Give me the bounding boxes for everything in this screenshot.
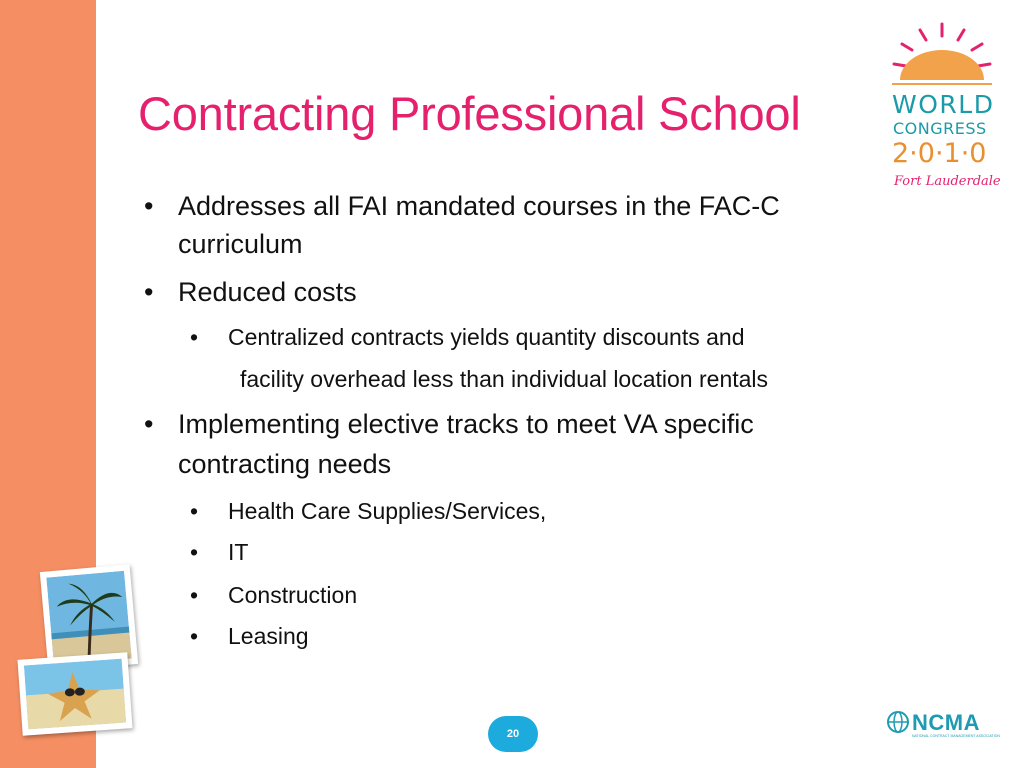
logo-word-world: WORLD bbox=[892, 90, 995, 119]
logo-year: 2·0·1·0 bbox=[892, 138, 987, 169]
bullet-text: Leasing bbox=[228, 623, 309, 649]
bullet-text: Centralized contracts yields quantity discounts and bbox=[228, 324, 745, 350]
ncma-tagline: NATIONAL CONTRACT MANAGEMENT ASSOCIATION bbox=[912, 734, 1000, 738]
bullet-text: contracting needs bbox=[178, 449, 392, 479]
bullet-text: Reduced costs bbox=[178, 277, 357, 307]
page-number-badge: 20 bbox=[488, 716, 538, 752]
bullet-text: facility overhead less than individual location rentals bbox=[240, 366, 769, 392]
starfish-photo bbox=[17, 652, 132, 735]
bullet-text: Health Care Supplies/Services, bbox=[228, 498, 547, 524]
slide-title: Contracting Professional School bbox=[138, 87, 801, 140]
logo-location: Fort Lauderdale bbox=[894, 174, 1001, 189]
bullet-dot: • bbox=[144, 277, 154, 307]
ncma-logo-text: NCMA bbox=[912, 710, 980, 735]
bullet-text: IT bbox=[228, 539, 249, 565]
bullet-text: Addresses all FAI mandated courses in the FAC-C bbox=[178, 191, 780, 221]
bullet-dot: • bbox=[144, 191, 154, 221]
bullet-dot: • bbox=[190, 539, 199, 565]
bullet-dot: • bbox=[144, 409, 154, 439]
logo-word-congress: CONGRESS bbox=[893, 119, 987, 138]
bullet-text: Construction bbox=[228, 582, 358, 608]
bullet-dot: • bbox=[190, 582, 199, 608]
bullet-text: Implementing elective tracks to meet VA specific bbox=[178, 409, 754, 439]
bullet-text: curriculum bbox=[178, 229, 303, 259]
bullet-dot: • bbox=[190, 324, 199, 350]
bullet-dot: • bbox=[190, 623, 199, 649]
bullet-dot: • bbox=[190, 498, 199, 524]
